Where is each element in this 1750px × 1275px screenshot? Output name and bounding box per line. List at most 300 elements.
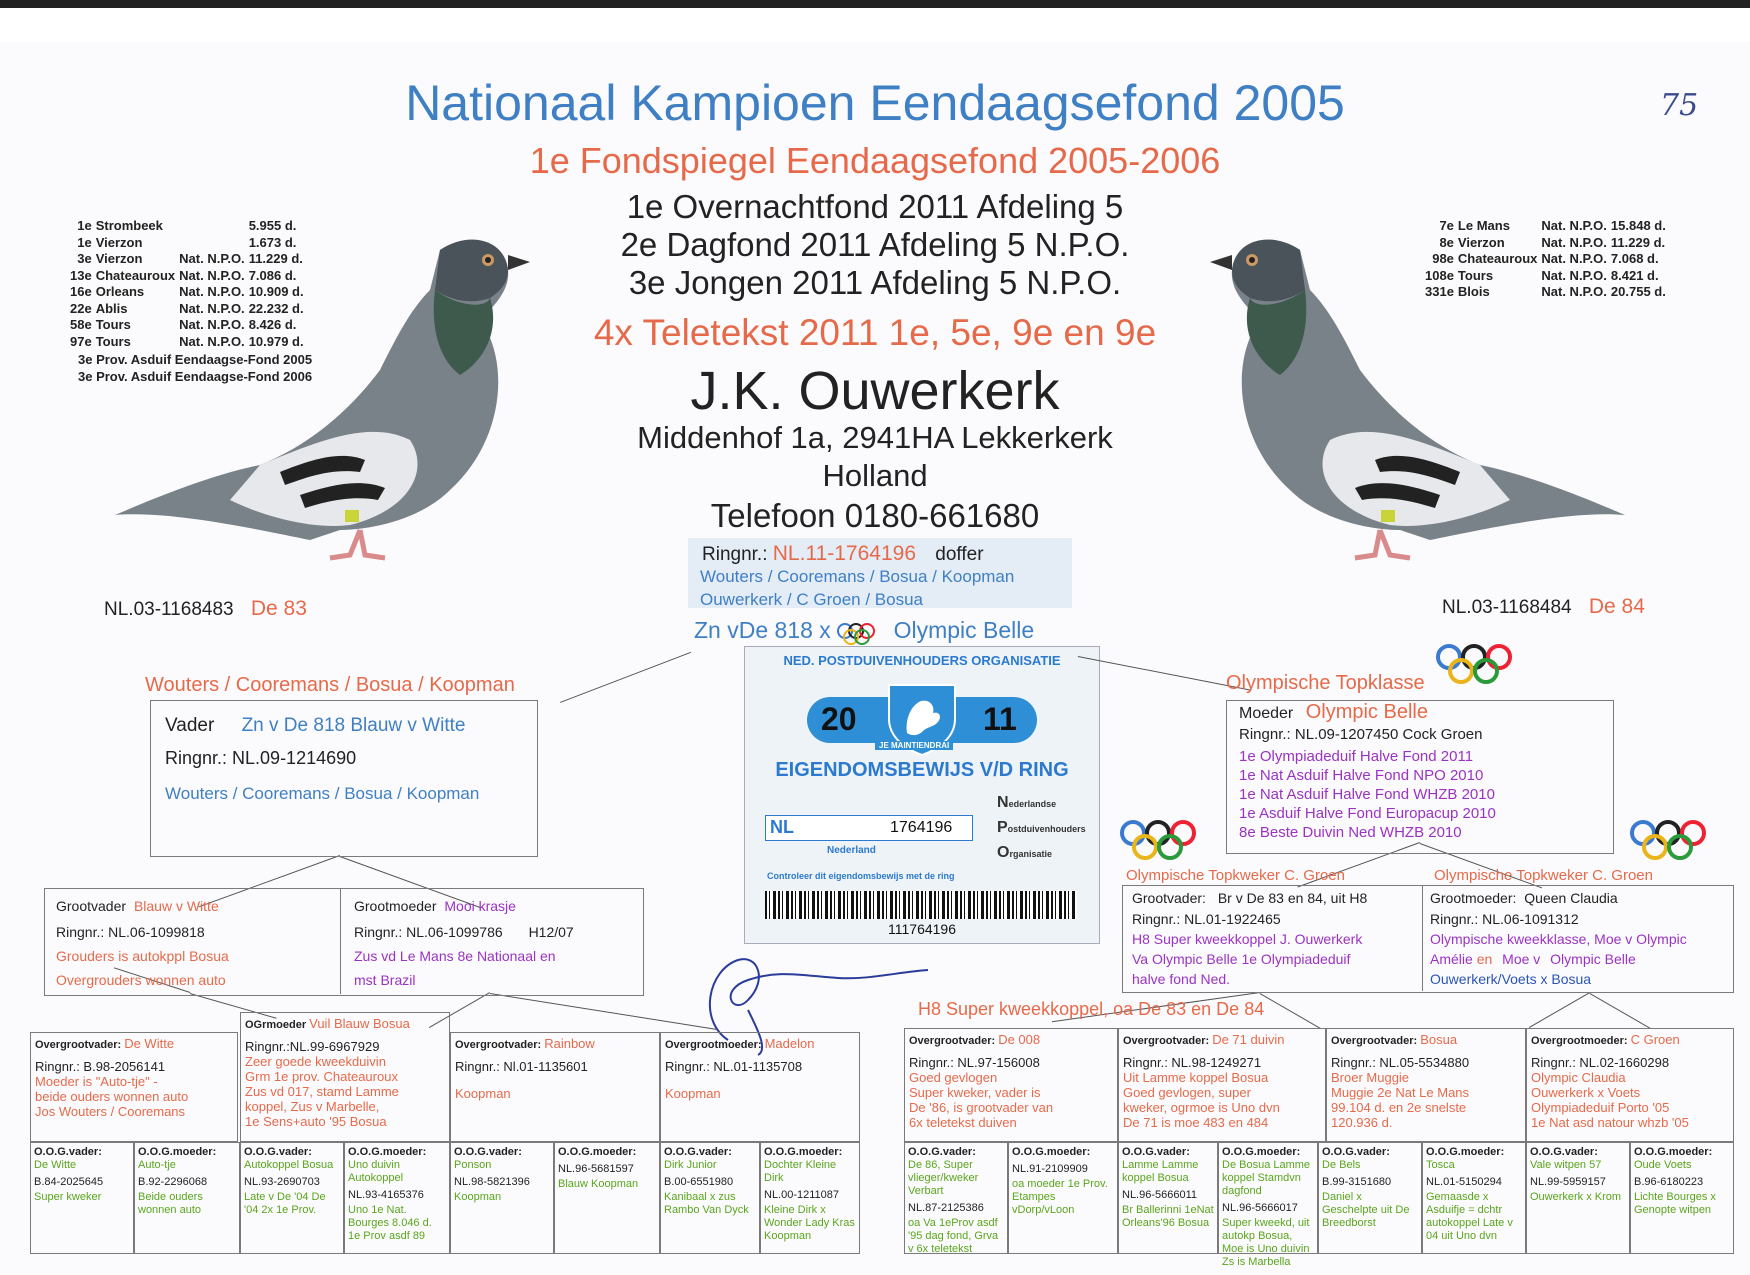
result-race: Tours <box>1457 267 1494 283</box>
grandmother-ring: Ringnr.: NL.06-1099786 <box>354 924 503 940</box>
gggp-ring: NL.87-2125386 <box>908 1202 984 1214</box>
gggp-name: Auto-tje <box>138 1159 176 1171</box>
card-p: P <box>997 819 1008 836</box>
ggp-note: 99.104 d. en 2e snelste <box>1331 1100 1467 1115</box>
card-check: Controleer dit eigendomsbewijs met de ring <box>767 871 955 881</box>
right-grandmother-header: Olympische Topkweker C. Groen <box>1434 867 1653 884</box>
ggp-label: Overgrootvader: <box>455 1039 542 1051</box>
card-number-box <box>765 815 973 841</box>
right-grandmother-note-2d: Olympic Belle <box>1550 951 1636 967</box>
gggp-note: Beide ouders wonnen auto <box>138 1191 203 1216</box>
result-race: Le Mans <box>1457 218 1510 233</box>
gggp-note: Lichte Bourges x Genopte witpen <box>1634 1191 1716 1216</box>
result-org: Nat. N.P.O. <box>179 267 245 283</box>
right-grandmother-note-2a: Amélie <box>1430 951 1473 967</box>
ggp-header <box>1123 1032 1321 1049</box>
card-n: N <box>997 794 1009 811</box>
gggp-ring: NL.99-5959157 <box>1530 1176 1606 1188</box>
grandmother-label-line <box>354 898 516 914</box>
gggp-ring: B.99-3151680 <box>1322 1176 1392 1188</box>
ggp-label: Overgrootvader: <box>909 1035 996 1047</box>
result-race: Orleans <box>95 284 145 299</box>
connector-line <box>560 652 691 703</box>
ownership-card <box>744 646 1100 944</box>
gggp-name: Autokoppel Bosua <box>244 1159 334 1171</box>
mother-ring: Ringnr.: NL.09-1207450 Cock Groen <box>1239 726 1483 743</box>
grandmother-note-2: mst Brazil <box>354 972 416 988</box>
right-grandmother-ring: Ringnr.: NL.06-1091312 <box>1430 911 1579 927</box>
great-great-grandparent-cell <box>904 1142 1008 1254</box>
ggp-header <box>35 1036 233 1053</box>
card-o: O <box>997 844 1010 861</box>
result-place: 22e <box>70 300 92 316</box>
ggp-note: 6x teletekst duiven <box>909 1115 1017 1130</box>
gggp-ring: NL.98-5821396 <box>454 1176 530 1188</box>
great-great-grandparent-cell <box>1008 1142 1118 1254</box>
result-race: Chateauroux <box>95 267 176 283</box>
ggp-ring: Ringnr.: NL.02-1660298 <box>1531 1055 1670 1070</box>
result-org: Nat. N.P.O. <box>179 300 245 316</box>
result-dist: 8.421 d. <box>1610 267 1659 283</box>
page-subtitle: 1e Fondspiegel Eendaagsefond 2005-2006 <box>529 140 1221 181</box>
great-great-grandparent-cell <box>30 1142 134 1254</box>
gggp-note: Late v De '04 De '04 2x 1e Prov. <box>244 1191 326 1216</box>
result-dist: 10.909 d. <box>248 284 304 299</box>
father-breeders: Wouters / Cooremans / Bosua / Koopman <box>165 784 480 803</box>
right-grandfather-label-line <box>1132 890 1367 906</box>
gggp-ring: NL.93-2690703 <box>244 1176 320 1188</box>
ggp-name: Rainbow <box>544 1036 595 1051</box>
gggp-name: Dirk Junior <box>664 1159 717 1171</box>
mother-result: 1e Asduif Halve Fond Europacup 2010 <box>1239 805 1496 822</box>
ggp-label: Overgrootmoeder: <box>665 1039 762 1051</box>
connector-line <box>1590 993 1651 1029</box>
gggp-ring: NL.93-4165376 <box>348 1189 424 1201</box>
gggp-name: Vale witpen 57 <box>1530 1159 1602 1171</box>
subject-ring-label: Ringnr.: <box>702 544 768 565</box>
grandmother-name: Mooi krasje <box>444 898 516 914</box>
olympic-rings-icon <box>837 622 887 642</box>
great-great-grandparent-cell <box>1526 1142 1630 1254</box>
headline-3: 3e Jongen 2011 Afdeling 5 N.P.O. <box>628 264 1122 301</box>
subject-ring-line <box>702 542 984 566</box>
left-bird-extra-2: 3e Prov. Asduif Eendaagse-Fond 2006 <box>78 369 313 384</box>
ggp-label: OGrmoeder <box>245 1019 307 1031</box>
card-number: 1764196 <box>890 819 953 836</box>
gggp-name: Oude Voets <box>1634 1159 1692 1171</box>
ggp-name: De 008 <box>998 1032 1041 1047</box>
ggp-ring: Ringnr.:NL.99-6967929 <box>245 1039 380 1054</box>
ggp-ring: Ringnr.: NL.98-1249271 <box>1123 1055 1262 1070</box>
ggp-note: Jos Wouters / Cooremans <box>35 1104 186 1119</box>
gggp-note: Blauw Koopman <box>558 1178 639 1190</box>
result-race: Vierzon <box>1457 234 1505 250</box>
gggp-note: Kleine Dirk x Wonder Lady Kras Koopman <box>764 1204 855 1242</box>
right-grandfather-header: Olympische Topkweker C. Groen <box>1126 867 1345 884</box>
result-dist: 20.755 d. <box>1610 284 1666 299</box>
ggp-note: Uit Lamme koppel Bosua <box>1123 1070 1269 1085</box>
father-header: Wouters / Cooremans / Bosua / Koopman <box>145 674 515 696</box>
ggp-note: Zeer goede kweekduivin <box>245 1054 386 1069</box>
page-title: Nationaal Kampioen Eendaagsefond 2005 <box>405 75 1345 131</box>
gggp-label: O.O.G.vader: <box>1122 1146 1190 1158</box>
gggp-note: Super kweekd, uit autokp Bosua, Moe is Uno duivin Zs is Marbella <box>1222 1217 1310 1268</box>
result-dist: 11.229 d. <box>1610 234 1666 250</box>
card-barcode-number: 111764196 <box>888 921 956 937</box>
father-name: Zn v De 818 Blauw v Witte <box>241 715 466 736</box>
olympic-rings-icon <box>1630 820 1708 864</box>
right-bird-name: De 84 <box>1588 595 1645 618</box>
right-grandmother-note-1: Olympische kweekklasse, Moe v Olympic <box>1430 931 1687 947</box>
result-race: Tours <box>95 317 131 332</box>
subject-parentage-sire: Zn vDe 818 x <box>694 617 831 643</box>
ggp-label: Overgrootvader: <box>35 1039 122 1051</box>
ggp-label: Overgrootvader: <box>1331 1035 1418 1047</box>
right-grandmother-note-2b: en <box>1476 951 1493 967</box>
ggp-note: Goed gevlogen, super <box>1123 1085 1251 1100</box>
card-npo-3: rganisatie <box>1009 849 1052 859</box>
great-grandparent-cell <box>1326 1028 1526 1142</box>
gggp-ring: B.96-6180223 <box>1634 1176 1704 1188</box>
grandfather-note-2: Overgrouders wonnen auto <box>56 972 226 988</box>
ggp-header <box>455 1036 655 1053</box>
gggp-ring: B.84-2025645 <box>34 1176 104 1188</box>
father-ring: Ringnr.: NL.09-1214690 <box>165 748 357 768</box>
ggp-note: Ouwerkerk x Voets <box>1531 1085 1641 1100</box>
result-org: Nat. N.P.O. <box>179 284 245 299</box>
gggp-label: O.O.G.moeder: <box>1222 1146 1301 1158</box>
ggp-name: De 71 duivin <box>1212 1032 1285 1047</box>
card-country: Nederland <box>827 845 876 856</box>
gggp-label: O.O.G.moeder: <box>1012 1146 1091 1158</box>
teletekst-line: 4x Teletekst 2011 1e, 5e, 9e en 9e <box>593 312 1157 353</box>
grandfather-ring: Ringnr.: NL.06-1099818 <box>56 924 205 940</box>
olympic-rings-icon <box>1120 820 1198 864</box>
great-great-grandparent-cell <box>134 1142 240 1254</box>
right-grandmother-label-line <box>1430 890 1618 906</box>
result-dist: 11.229 d. <box>248 251 303 266</box>
ggp-header <box>909 1032 1113 1049</box>
scan-top-edge <box>0 0 1750 8</box>
result-dist: 15.848 d. <box>1610 218 1666 233</box>
result-dist: 1.673 d. <box>248 234 297 250</box>
gggp-name: Lamme Lamme koppel Bosua <box>1122 1159 1199 1184</box>
left-bird-extra-1: 3e Prov. Asduif Eendaagse-Fond 2005 <box>78 352 313 367</box>
great-great-grandparent-cell <box>660 1142 760 1254</box>
father-label: Vader <box>165 715 215 736</box>
owner-phone: Telefoon 0180-661680 <box>710 497 1040 534</box>
great-great-grandparent-cell <box>1118 1142 1218 1254</box>
ggp-name: De Witte <box>124 1036 175 1051</box>
result-place: 3e <box>77 251 92 266</box>
gggp-note: Koopman <box>454 1191 502 1203</box>
subject-parentage-dam: Olympic Belle <box>893 617 1035 643</box>
ggp-header <box>1531 1032 1729 1049</box>
card-org: NED. POSTDUIVENHOUDERS ORGANISATIE <box>783 653 1061 668</box>
ggp-note: kweker, ogrmoe is Uno dvn <box>1123 1100 1280 1115</box>
pigeon-right-image <box>1210 210 1630 620</box>
right-grandfather-note-2: Va Olympic Belle 1e Olympiadeduif <box>1132 951 1351 967</box>
gggp-ring: B.00-6551980 <box>664 1176 734 1188</box>
left-bird-caption <box>104 597 307 621</box>
right-bird-ring: NL.03-1168484 <box>1442 597 1572 618</box>
gggp-label: O.O.G.vader: <box>664 1146 732 1158</box>
father-label-line <box>165 715 465 737</box>
gggp-ring: B.92-2296068 <box>138 1176 208 1188</box>
gggp-note: Daniel x Geschelpte uit De Breedborst <box>1322 1191 1410 1229</box>
ggp-note: Olympiadeduif Porto '05 <box>1531 1100 1670 1115</box>
great-grandparent-cell <box>660 1032 860 1142</box>
right-grandfather-ring: Ringnr.: NL.01-1922465 <box>1132 911 1281 927</box>
gggp-ring: NL.01-5150294 <box>1426 1176 1502 1188</box>
result-race: Tours <box>95 333 131 349</box>
owner-address: Middenhof 1a, 2941HA Lekkerkerk <box>637 420 1113 455</box>
ggp-header <box>665 1036 855 1053</box>
gggp-name: De Bels <box>1322 1159 1361 1171</box>
grandmother-label: Grootmoeder <box>354 898 437 914</box>
great-grandparent-cell <box>1118 1028 1326 1142</box>
great-great-grandparent-cell <box>1218 1142 1318 1268</box>
result-race: Vierzon <box>95 234 143 250</box>
result-org: Nat. N.P.O. <box>179 317 245 332</box>
gggp-label: O.O.G.vader: <box>908 1146 976 1158</box>
result-dist: 10.979 d. <box>248 333 304 349</box>
mother-header: Olympische Topklasse <box>1226 672 1425 694</box>
gggp-label: O.O.G.vader: <box>1530 1146 1598 1158</box>
gggp-ring: NL.96-5666017 <box>1222 1202 1298 1214</box>
ggp-note: koppel, Zus v Marbelle, <box>245 1099 380 1114</box>
gggp-name: Dochter Kleine Dirk <box>764 1159 837 1184</box>
result-place: 13e <box>70 267 92 283</box>
result-place: 97e <box>70 333 92 349</box>
gggp-note: oa moeder 1e Prov. Etampes vDorp/vLoon <box>1012 1178 1108 1216</box>
left-bird-name: De 83 <box>250 597 307 620</box>
mother-result: 1e Nat Asduif Halve Fond NPO 2010 <box>1239 767 1484 784</box>
gggp-note: Gemaasde x Asduifje = dchtr autokoppel Late v 04 uit Uno dvn <box>1426 1191 1513 1242</box>
grandmother-note-1: Zus vd Le Mans 8e Nationaal en <box>354 948 556 964</box>
grandfather-label: Grootvader <box>56 898 127 914</box>
ggp-label: Overgrootmoeder: <box>1531 1035 1628 1047</box>
handwritten-number: 75 <box>1660 88 1699 123</box>
ggp-note: beide ouders wonnen auto <box>35 1089 189 1104</box>
mother-results <box>1239 747 1496 842</box>
result-dist: 8.426 d. <box>248 317 297 332</box>
card-npo-1: ederlandse <box>1008 799 1057 809</box>
ggp-note: De 71 is moe 483 en 484 <box>1123 1115 1269 1130</box>
card-year-a: 20 <box>821 701 857 737</box>
great-great-grandparent-cell <box>760 1142 860 1254</box>
pigeon-left-image <box>110 210 530 620</box>
ggp-note: Koopman <box>455 1086 511 1101</box>
ggp-ring: Ringnr.: B.98-2056141 <box>35 1059 166 1074</box>
great-great-grandparent-cell <box>1630 1142 1734 1254</box>
result-place: 8e <box>1439 234 1454 250</box>
mother-result: 8e Beste Duivin Ned WHZB 2010 <box>1239 824 1462 841</box>
result-race: Blois <box>1457 284 1490 299</box>
gggp-name: De 86, Super vlieger/kweker Verbart <box>908 1159 979 1197</box>
owner-name: J.K. Ouwerkerk <box>690 361 1060 421</box>
gggp-note: Super kweker <box>34 1191 102 1203</box>
connector-line <box>490 993 717 1030</box>
mother-box <box>1226 700 1614 854</box>
subject-ring: NL.11-1764196 <box>772 542 916 565</box>
grandmother-code: H12/07 <box>528 924 574 940</box>
subject-sex: doffer <box>935 544 984 565</box>
grandfather-name: Blauw v Witte <box>133 898 219 914</box>
mother-result: 1e Nat Asduif Halve Fond WHZB 2010 <box>1239 786 1495 803</box>
ggp-name: Vuil Blauw Bosua <box>309 1016 410 1031</box>
gggp-label: O.O.G.moeder: <box>558 1146 637 1158</box>
result-org: Nat. N.P.O. <box>1541 251 1607 266</box>
ggp-note: Olympic Claudia <box>1531 1070 1626 1085</box>
gggp-note: Br Ballerinni 1eNat Orleans'96 Bosua <box>1122 1204 1214 1229</box>
divider <box>340 888 341 994</box>
mother-name: Olympic Belle <box>1305 701 1428 723</box>
result-org: Nat. N.P.O. <box>179 251 245 266</box>
father-box <box>150 700 538 857</box>
gggp-note: Uno 1e Nat. Bourges 8.046 d. 1e Prov asdf 89 <box>348 1204 432 1242</box>
result-org: Nat. N.P.O. <box>179 333 245 349</box>
card-npo-legend <box>997 791 1086 866</box>
connector-line <box>1078 656 1251 691</box>
right-grandmother-name: Queen Claudia <box>1524 890 1618 906</box>
right-grandfather-note-1: H8 Super kweekkoppel J. Ouwerkerk <box>1132 931 1363 947</box>
ggp-note: Muggie 2e Nat Le Mans <box>1331 1085 1470 1100</box>
ggp-note: Grm 1e prov. Chateauroux <box>245 1069 398 1084</box>
result-org: Nat. N.P.O. <box>1541 218 1607 233</box>
great-great-grandparent-cell <box>554 1142 660 1254</box>
ggp-ring: Ringnr.: NL.01-1135708 <box>665 1059 803 1074</box>
gggp-name: Tosca <box>1426 1159 1455 1171</box>
ggp-name: C Groen <box>1630 1032 1680 1047</box>
result-place: 98e <box>1432 251 1454 266</box>
gggp-ring: NL.00-1211087 <box>764 1189 840 1201</box>
gggp-name: De Witte <box>34 1159 77 1171</box>
scan-margin <box>0 8 1750 42</box>
ggp-name: Bosua <box>1420 1032 1458 1047</box>
result-race: Ablis <box>95 300 128 316</box>
ggp-note: De '86, is grootvader van <box>909 1100 1054 1115</box>
card-year-b: 11 <box>983 701 1017 737</box>
result-place: 58e <box>70 317 92 332</box>
result-place: 331e <box>1425 284 1454 299</box>
ggp-header <box>245 1016 445 1033</box>
ggp-name: Madelon <box>764 1036 815 1051</box>
ggp-note: Goed gevlogen <box>909 1070 998 1085</box>
result-dist: 7.068 d. <box>1610 251 1659 266</box>
gggp-name: De Bosua Lamme koppel Stamdvn dagfond <box>1222 1159 1311 1197</box>
right-grandmother-note-2 <box>1430 951 1636 967</box>
result-race: Chateauroux <box>1457 251 1538 266</box>
card-barcode <box>765 891 1077 919</box>
great-great-grandparent-cell <box>450 1142 554 1254</box>
great-grandparent-cell <box>450 1032 660 1142</box>
olympic-rings-icon <box>1436 644 1514 688</box>
grandmother-ring-line <box>354 924 574 940</box>
ggp-note: 1e Sens+auto '95 Bosua <box>245 1114 387 1129</box>
great-great-grandparent-cell <box>240 1142 344 1254</box>
gggp-name: Ponson <box>454 1159 492 1171</box>
right-bird-caption <box>1442 595 1645 619</box>
gggp-label: O.O.G.vader: <box>1322 1146 1390 1158</box>
ggp-label: Overgrootvader: <box>1123 1035 1210 1047</box>
right-grandfather-note-3: halve fond Ned. <box>1132 971 1231 987</box>
great-great-grandparent-cell <box>344 1142 450 1254</box>
grandfather-note-1: Grouders is autokppl Bosua <box>56 948 229 964</box>
result-dist: 7.086 d. <box>248 267 297 283</box>
great-great-grandparent-cell <box>1318 1142 1422 1254</box>
card-nl: NL <box>770 817 794 837</box>
right-grandmother-note-3: Ouwerkerk/Voets x Bosua <box>1430 971 1592 987</box>
great-grandparent-cell <box>1526 1028 1734 1142</box>
great-grandparent-cell <box>30 1032 238 1142</box>
gggp-note: Ouwerkerk x Krom <box>1530 1191 1622 1203</box>
connector-line <box>1529 992 1590 1028</box>
result-org: Nat. N.P.O. <box>1541 267 1607 283</box>
gggp-label: O.O.G.moeder: <box>764 1146 843 1158</box>
result-place: 1e <box>77 218 92 233</box>
great-grandparent-cell <box>904 1028 1118 1142</box>
ggp-ring: Ringnr.: NL.97-156008 <box>909 1055 1040 1070</box>
gggp-note: Kanibaal x zus Rambo Van Dyck <box>664 1191 749 1216</box>
gggp-label: O.O.G.vader: <box>454 1146 522 1158</box>
ggp-note: 1e Nat asd natour whzb '05 <box>1531 1115 1689 1130</box>
left-bird-ring: NL.03-1168483 <box>104 599 234 620</box>
gggp-name: Uno duivin Autokoppel <box>348 1159 404 1184</box>
ggp-note: Koopman <box>665 1086 721 1101</box>
divider <box>1422 885 1423 991</box>
result-org: Nat. N.P.O. <box>1541 284 1607 299</box>
gggp-label: O.O.G.moeder: <box>1634 1146 1713 1158</box>
mother-result: 1e Olympiadeduif Halve Fond 2011 <box>1239 748 1474 765</box>
gggp-label: O.O.G.vader: <box>244 1146 312 1158</box>
gggp-ring: NL.96-5666011 <box>1122 1189 1198 1201</box>
headline-1: 1e Overnachtfond 2011 Afdeling 5 <box>626 188 1124 225</box>
mother-label-line <box>1239 701 1428 724</box>
mother-label: Moeder <box>1239 705 1294 722</box>
great-great-grandparent-cell <box>1422 1142 1526 1254</box>
result-org: Nat. N.P.O. <box>1541 234 1607 250</box>
subject-breeders-2: Ouwerkerk / C Groen / Bosua <box>700 590 923 609</box>
right-grandmother-note-2c: Moe v <box>1502 951 1541 967</box>
right-grandfather-label: Grootvader: <box>1132 890 1206 906</box>
ggp-note: Broer Muggie <box>1331 1070 1410 1085</box>
card-title: EIGENDOMSBEWIJS V/D RING <box>775 759 1069 781</box>
result-race: Strombeek <box>95 218 163 233</box>
card-npo-2: ostduivenhouders <box>1007 824 1086 834</box>
result-race: Vierzon <box>95 251 143 266</box>
ggp-note: Zus vd 017, stamd Lamme <box>245 1084 399 1099</box>
gggp-label: O.O.G.moeder: <box>1426 1146 1505 1158</box>
right-grandfather-name: Br v De 83 en 84, uit H8 <box>1217 890 1368 906</box>
great-grandparent-cell <box>240 1012 450 1142</box>
result-place: 7e <box>1439 218 1454 233</box>
gggp-label: O.O.G.vader: <box>34 1146 102 1158</box>
gggp-label: O.O.G.moeder: <box>138 1146 217 1158</box>
headline-2: 2e Dagfond 2011 Afdeling 5 N.P.O. <box>620 226 1130 263</box>
subject-parentage <box>694 617 1034 644</box>
gggp-ring: NL.91-2109909 <box>1012 1163 1088 1175</box>
gggp-ring: NL.96-5681597 <box>558 1163 634 1175</box>
ggp-note: Moeder is "Auto-tje" - <box>35 1074 158 1089</box>
result-dist: 5.955 d. <box>248 218 297 233</box>
h8-caption: H8 Super kweekkoppel, oa De 83 en De 84 <box>918 999 1265 1019</box>
ggp-ring: Ringnr.: Nl.01-1135601 <box>455 1059 588 1074</box>
gggp-note: oa Va 1eProv asdf '95 dag fond, Grva v 6x teletekst <box>908 1217 999 1255</box>
owner-country: Holland <box>822 458 928 493</box>
connector-line <box>1260 993 1321 1029</box>
gggp-label: O.O.G.moeder: <box>348 1146 427 1158</box>
